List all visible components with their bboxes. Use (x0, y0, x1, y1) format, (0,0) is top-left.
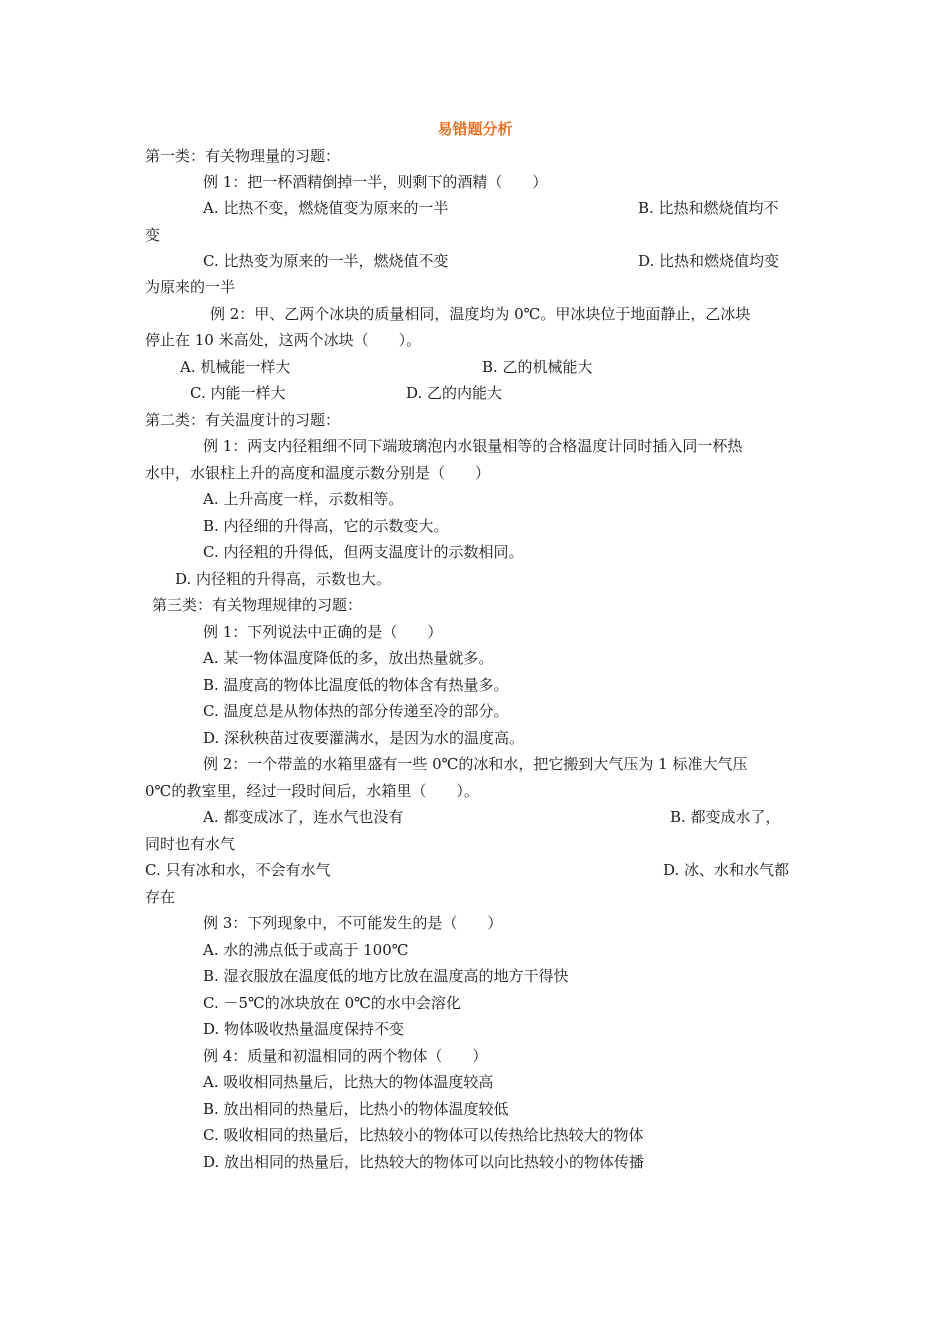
option-text: D. 内径粗的升得高，示数也大。 (175, 570, 392, 588)
option-text: A. 机械能一样大 (180, 358, 291, 376)
option-text: A. 都变成冰了，连水气也没有 (203, 808, 404, 826)
option-text: A. 比热不变，燃烧值变为原来的一半 (203, 199, 449, 217)
question-stem: 例 3：下列现象中，不可能发生的是（ ） (203, 914, 503, 932)
option-continuation: 存在 (145, 888, 176, 906)
option-text: C. 温度总是从物体热的部分传递至冷的部分。 (203, 702, 509, 720)
option-text: A. 某一物体温度降低的多，放出热量就多。 (203, 649, 494, 667)
option-text: B. 温度高的物体比温度低的物体含有热量多。 (203, 676, 509, 694)
option-text: C. 只有冰和水，不会有水气 (145, 861, 331, 879)
option-continuation: 为原来的一半 (145, 278, 236, 296)
option-text: A. 上升高度一样，示数相等。 (203, 490, 404, 508)
question-stem: 例 4：质量和初温相同的两个物体（ ） (203, 1047, 488, 1065)
option-text: D. 深秋秧苗过夜要灌满水，是因为水的温度高。 (203, 729, 525, 747)
section-heading: 第一类：有关物理量的习题： (145, 147, 341, 165)
option-text: D. 乙的内能大 (406, 384, 503, 402)
option-text: A. 吸收相同热量后，比热大的物体温度较高 (203, 1073, 494, 1091)
question-stem: 例 1：下列说法中正确的是（ ） (203, 623, 443, 641)
option-text: B. 乙的机械能大 (482, 358, 593, 376)
option-text: A. 水的沸点低于或高于 100℃ (203, 941, 409, 959)
question-stem: 例 1：两支内径粗细不同下端玻璃泡内水银量相等的合格温度计同时插入同一杯热 (203, 437, 743, 455)
document-title: 易错题分析 (437, 120, 513, 138)
option-text: D. 比热和燃烧值均变 (638, 252, 780, 270)
question-stem-continuation: 停止在 10 米高处，这两个冰块（ ）。 (145, 331, 422, 349)
option-text: B. 内径细的升得高，它的示数变大。 (203, 517, 449, 535)
option-text: C. 内能一样大 (190, 384, 286, 402)
option-text: D. 放出相同的热量后，比热较大的物体可以向比热较小的物体传播 (203, 1153, 645, 1171)
question-stem: 例 2：一个带盖的水箱里盛有一些 0℃的冰和水，把它搬到大气压为 1 标准大气压 (203, 755, 748, 773)
option-text: B. 都变成水了， (670, 808, 781, 826)
option-text: B. 放出相同的热量后，比热小的物体温度较低 (203, 1100, 509, 1118)
section-heading: 第二类：有关温度计的习题： (145, 411, 341, 429)
question-stem-continuation: 水中，水银柱上升的高度和温度示数分别是（ ） (145, 464, 491, 482)
question-stem: 例 1：把一杯酒精倒掉一半，则剩下的酒精（ ） (203, 173, 548, 191)
option-text: D. 物体吸收热量温度保持不变 (203, 1020, 405, 1038)
option-text: D. 冰、水和水气都 (663, 861, 790, 879)
option-continuation: 同时也有水气 (145, 835, 236, 853)
option-text: C. －5℃的冰块放在 0℃的水中会溶化 (203, 994, 461, 1012)
option-continuation: 变 (145, 226, 161, 244)
option-text: C. 比热变为原来的一半，燃烧值不变 (203, 252, 449, 270)
question-stem-continuation: 0℃的教室里，经过一段时间后，水箱里（ ）。 (145, 782, 479, 800)
question-stem: 例 2：甲、乙两个冰块的质量相同，温度均为 0℃。甲冰块位于地面静止，乙冰块 (210, 305, 751, 323)
option-text: B. 湿衣服放在温度低的地方比放在温度高的地方干得快 (203, 967, 569, 985)
section-heading: 第三类：有关物理规律的习题： (152, 596, 363, 614)
option-text: B. 比热和燃烧值均不 (638, 199, 779, 217)
option-text: C. 吸收相同的热量后，比热较小的物体可以传热给比热较大的物体 (203, 1126, 644, 1144)
option-text: C. 内径粗的升得低，但两支温度计的示数相同。 (203, 543, 524, 561)
